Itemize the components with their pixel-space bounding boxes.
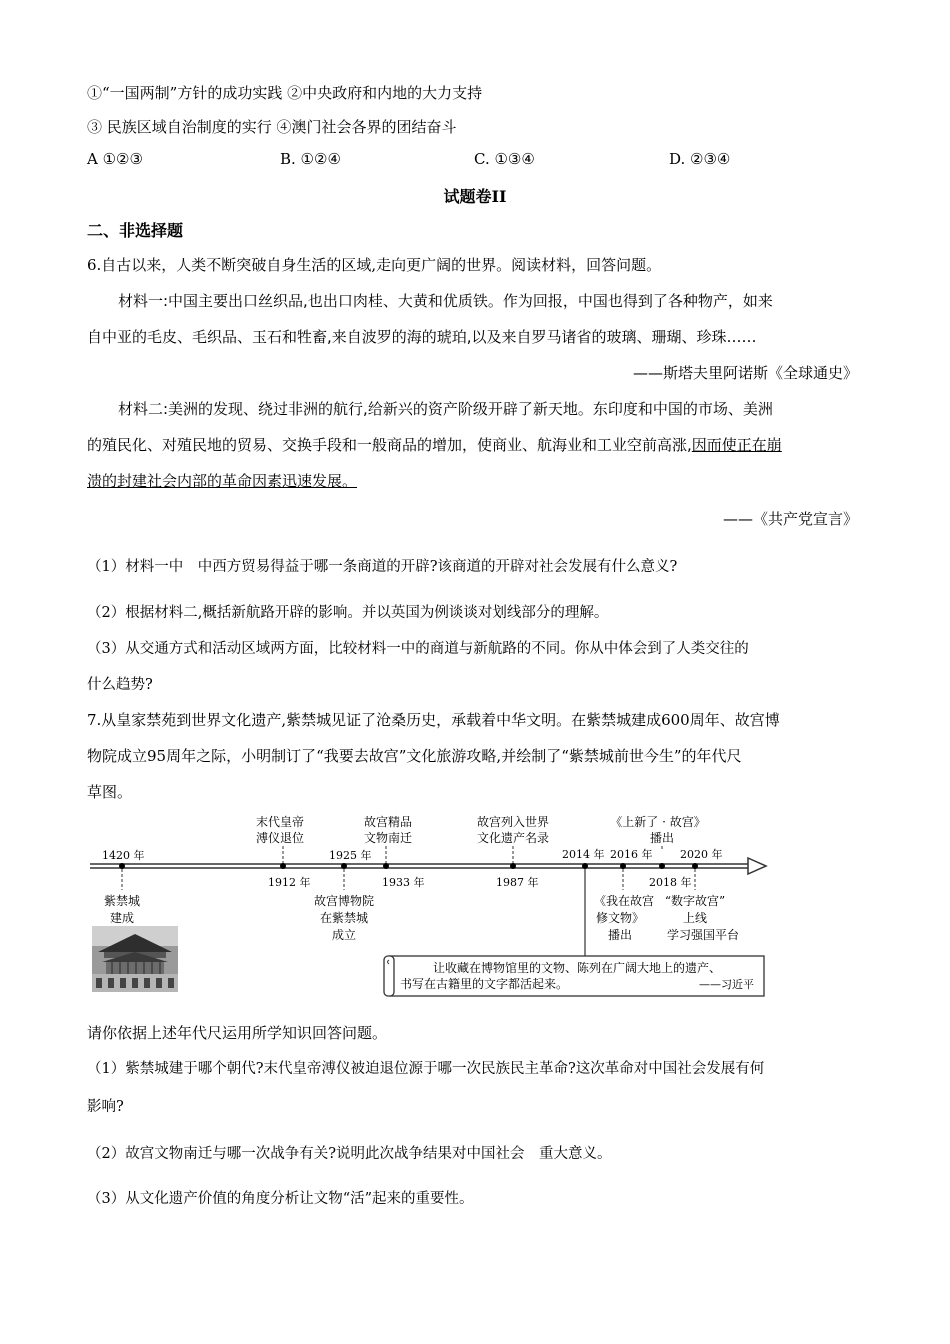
event-1987-line1: 故宫列入世界 xyxy=(476,815,550,829)
q6-material2-source: ——《共产党宣言》 xyxy=(722,510,858,528)
q6-material1-line1: 材料一:中国主要出口丝织品,也出口肉桂、大黄和优质铁。作为回报，中国也得到了各种物产，如来 xyxy=(118,292,773,310)
q7-stem-line2: 物院成立95周年之际，小明制订了“我要去故宫”文化旅游攻略,并绘制了“紫禁城前世今生”的年代尺 xyxy=(87,747,742,765)
year-1925: 1925 年 xyxy=(329,849,372,862)
forbidden-city-photo xyxy=(92,926,178,992)
year-1420: 1420 年 xyxy=(102,849,145,862)
event-2014-line2: 修文物》 xyxy=(595,911,645,925)
dot-1420 xyxy=(119,863,125,869)
choice-a[interactable]: A ①②③ xyxy=(87,150,143,168)
event-1933-line1: 故宫精品 xyxy=(363,815,413,829)
year-2016: 2016 年 xyxy=(610,848,653,861)
dot-2016 xyxy=(620,863,626,869)
event-1987-line2: 文化遗产名录 xyxy=(476,831,550,845)
timeline-figure xyxy=(88,806,768,1000)
q6-material2-underlined-b: 溃的封建社会内部的革命因素迅速发展。 xyxy=(87,472,358,490)
dot-1925 xyxy=(341,863,347,869)
q7-sub3: （3）从文化遗产价值的角度分析让文物“活”起来的重要性。 xyxy=(87,1191,474,1207)
quote-scroll xyxy=(384,956,764,996)
section-title: 二、非选择题 xyxy=(87,221,184,240)
event-1925-line3: 成立 xyxy=(331,928,357,942)
q6-material1-line2: 自中亚的毛皮、毛织品、玉石和牲畜,来自波罗的海的琥珀,以及来自罗马诸省的玻璃、珊瑚、珍珠…… xyxy=(87,328,757,346)
q6-sub3-line1: （3）从交通方式和活动区域两方面，比较材料一中的商道与新航路的不同。你从中体会到了人类交往的 xyxy=(87,641,749,657)
event-2020-line1: “数字故宫” xyxy=(664,894,726,908)
option-line-1: ①“一国两制”方针的成功实践 ②中央政府和内地的大力支持 xyxy=(87,84,483,102)
q7-sub2: （2）故宫文物南迁与哪一次战争有关?说明此次战争结果对中国社会 重大意义。 xyxy=(87,1146,612,1162)
q6-material2-line2-plain: 的殖民化、对殖民地的贸易、交换手段和一般商品的增加，使商业、航海业和工业空前高涨, xyxy=(87,436,692,454)
dot-1987 xyxy=(510,863,516,869)
q6-sub2: （2）根据材料二,概括新航路开辟的影响。并以英国为例谈谈对划线部分的理解。 xyxy=(87,605,609,621)
option-line-2: ③ 民族区域自治制度的实行 ④澳门社会各界的团结奋斗 xyxy=(87,118,457,136)
event-2020-line2: 上线 xyxy=(682,911,708,925)
dot-2020 xyxy=(692,863,698,869)
dot-2018 xyxy=(659,863,665,869)
dot-1933 xyxy=(383,863,389,869)
year-1987: 1987 年 xyxy=(496,876,539,889)
event-1933-line2: 文物南迁 xyxy=(363,831,413,845)
quote-source: ——习近平 xyxy=(699,978,754,991)
year-2020: 2020 年 xyxy=(680,848,723,861)
event-1925-line1: 故宫博物院 xyxy=(313,894,375,908)
q7-stem-line3: 草图。 xyxy=(87,783,133,801)
year-1912: 1912 年 xyxy=(268,876,311,889)
q6-material1-source: ——斯塔夫里阿诺斯《全球通史》 xyxy=(632,364,858,382)
event-2018-line1: 《上新了 · 故宫》 xyxy=(610,815,706,829)
q6-sub3-line2: 什么趋势? xyxy=(87,677,153,693)
year-2018: 2018 年 xyxy=(649,876,692,889)
paper-title: 试题卷II xyxy=(443,187,507,206)
quote-line1: 让收藏在博物馆里的文物、陈列在广阔大地上的遗产、 xyxy=(433,961,722,975)
dot-1912 xyxy=(280,863,286,869)
q6-material2-line1: 材料二:美洲的发现、绕过非洲的航行,给新兴的资产阶级开辟了新天地。东印度和中国的市场、美洲 xyxy=(118,400,773,418)
q6-sub1: （1）材料一中 中西方贸易得益于哪一条商道的开辟?该商道的开辟对社会发展有什么意义? xyxy=(87,559,678,575)
event-1912-line1: 末代皇帝 xyxy=(255,815,305,829)
event-1912-line2: 溥仪退位 xyxy=(255,831,305,845)
event-1420-line2: 建成 xyxy=(109,911,135,925)
choice-b[interactable]: B. ①②④ xyxy=(280,150,341,168)
event-2014-line3: 播出 xyxy=(607,928,633,942)
year-1933: 1933 年 xyxy=(382,876,425,889)
quote-line2: 书写在古籍里的文字都活起来。 xyxy=(400,977,569,991)
q6-material2-underlined-a: 因而使正在崩 xyxy=(691,436,782,454)
event-2020-line3: 学习强国平台 xyxy=(666,928,740,942)
choice-d[interactable]: D. ②③④ xyxy=(669,150,731,168)
answer-choices xyxy=(0,150,950,170)
q6-stem: 6.自古以来，人类不断突破自身生活的区域,走向更广阔的世界。阅读材料，回答问题。 xyxy=(87,256,662,274)
q7-sub1-line2: 影响? xyxy=(87,1099,124,1115)
q7-after-figure: 请你依据上述年代尺运用所学知识回答问题。 xyxy=(87,1024,388,1042)
q7-stem-line1: 7.从皇家禁苑到世界文化遗产,紫禁城见证了沧桑历史，承载着中华文明。在紫禁城建成600周年、故宫博 xyxy=(87,711,780,729)
dot-2014 xyxy=(582,863,588,869)
event-2018-line2: 播出 xyxy=(649,831,675,845)
event-1420-line1: 紫禁城 xyxy=(103,894,141,908)
choice-c[interactable]: C. ①③④ xyxy=(474,150,535,168)
year-2014: 2014 年 xyxy=(562,848,605,861)
q6-material2-line2 xyxy=(87,434,782,455)
q7-sub1-line1: （1）紫禁城建于哪个朝代?末代皇帝溥仪被迫退位源于哪一次民族民主革命?这次革命对中国社会发展有何 xyxy=(87,1061,765,1077)
event-1925-line2: 在紫禁城 xyxy=(319,911,369,925)
event-2014-line1: 《我在故宫 xyxy=(593,894,655,908)
